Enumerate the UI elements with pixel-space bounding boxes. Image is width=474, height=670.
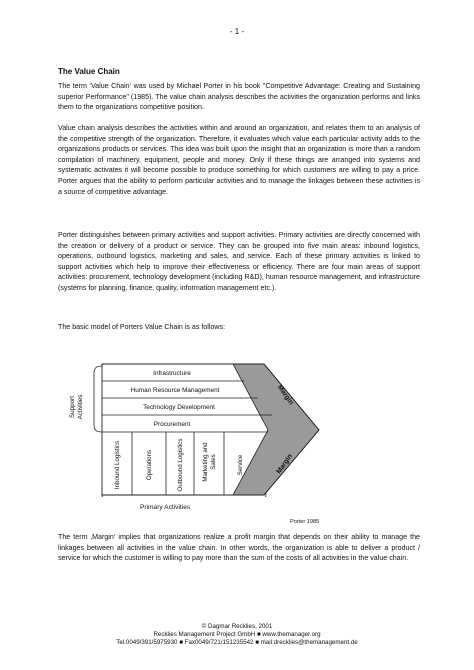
primary-outbound-logistics: Outbound Logistics (177, 438, 184, 492)
paragraph-model-intro: The basic model of Porters Value Chain is as follows: (58, 323, 226, 331)
value-chain-diagram (58, 352, 438, 632)
footer-company: Recklies Management Project GmbH ■ www.themanager.org (153, 631, 321, 638)
paragraph-activities: Porter distinguishes between primary activities and support activities. Primary activities are directly concerned with the creation or delivery of a product or service. They can be grouped into five main areas: inbound logistics, operations, outbound logistics, marketing and sales, and service. Each of these primary activities is linked to support activities which help to improve their effectiveness or efficiency. There are four main areas of support activities: procurement, technology development (including R&D), human resource management, and infrastructure (systems for planning, finance, quality, information management etc.). (58, 231, 420, 292)
footer-copyright: © Dagmar Recklies, 2001 (201, 623, 273, 630)
primary-inbound-logistics: Inbound Logistics (114, 440, 121, 490)
support-infrastructure: Infrastructure (153, 370, 191, 377)
section-heading: The Value Chain (58, 67, 120, 76)
support-procurement: Procurement (153, 421, 191, 428)
support-activities-label-line2: Activities (77, 394, 84, 420)
support-bracket (94, 366, 102, 432)
primary-activities-label: Primary Activities (140, 504, 191, 511)
primary-marketing-and-sales-line2: Sales (210, 454, 217, 470)
page-number: - 1 - (229, 27, 245, 36)
margin-label-lower: Margin (275, 453, 295, 476)
support-technology-development: Technology Development (143, 404, 215, 411)
primary-marketing-and-sales-line1: Marketing and (202, 442, 209, 482)
paragraph-analysis: Value chain analysis describes the activities within and around an organization, and relates them to an analysis of the competitive strength of the organization. Therefore, it evaluates which value each particular activity adds to the organizations products or services. This idea was built upon the insight that an organization is more than a random compilation of machinery, equipment, people and money. Only if these things are arranged into systems and systematic activates it will become possible to produce something for which customers are willing to pay a price. Porter argues that the ability to perform particular activities and to manage the linkages between these activities is a source of competitive advantage. (58, 124, 420, 196)
margin-label-upper: Margin (275, 384, 295, 407)
primary-operations: Operations (146, 449, 153, 481)
paragraph-margin: The term ‚Margin‘ implies that organizations realize a profit margin that depends on their ability to manage the linkages between all activities in the value chain. In other words, the organization is able to deliver a product / service for which the customer is willing to pay more than the sum of the costs of all activities in the value chain. (58, 533, 420, 563)
support-activities-label-line1: Support (69, 395, 76, 419)
diagram-source: Porter 1985 (290, 519, 320, 525)
primary-service: Service (237, 454, 244, 476)
paragraph-intro: The term ‘Value Chain‘ was used by Michael Porter in his book "Competitive Advantage: Creating and Sustaining superior Performance" (1985). The value chain analysis describes the activities the organization performs and links them to the organizations competitive position. (58, 82, 420, 112)
support-human-resource-management: Human Resource Management (130, 387, 220, 394)
value-chain-figure (58, 352, 438, 497)
footer-contact: Tel.0049/391/5975930 ■ Fax0049/721/151235542 ■ mail:drecklies@themanagement.de (116, 639, 358, 646)
margin-band (233, 364, 319, 495)
